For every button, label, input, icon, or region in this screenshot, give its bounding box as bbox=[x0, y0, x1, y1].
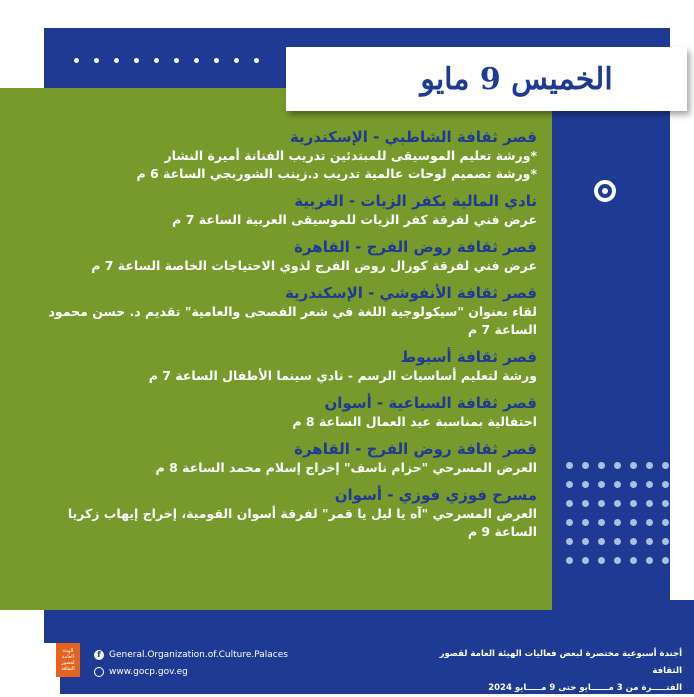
event-detail: العرض المسرحي "آه يا ليل يا قمر" لفرقة أسوان القومية، إخراج إيهاب زكريا bbox=[67, 506, 537, 521]
event-venue: نادي المالية بكفر الزيات - الغربية bbox=[294, 192, 537, 210]
event-item bbox=[12, 128, 537, 183]
decorative-dot-grid bbox=[566, 462, 671, 564]
event-item bbox=[12, 394, 537, 431]
event-venue: قصر ثقافة الأنفوشي - الإسكندرية bbox=[284, 284, 537, 302]
event-item bbox=[12, 440, 537, 477]
facebook-handle[interactable]: General.Organization.of.Culture.Palaces bbox=[109, 649, 288, 660]
event-item bbox=[12, 486, 537, 541]
footer-contact bbox=[94, 646, 288, 680]
event-detail: عرض فني لفرقة كورال روض الفرج لذوي الاحتياجات الخاصة الساعة 7 م bbox=[91, 258, 537, 273]
agenda-period: الفتـــــرة من 3 مــــــايو حتى 9 مـــــايو 2024 bbox=[488, 683, 682, 693]
event-detail: احتفالية بمناسبة عيد العمال الساعة 8 م bbox=[292, 414, 537, 429]
event-venue: قصر ثقافة السباعية - أسوان bbox=[324, 394, 537, 412]
logo-text: الهيئة العامة لقصور الثقافة bbox=[61, 648, 75, 672]
facebook-icon: f bbox=[94, 650, 104, 660]
website-row[interactable] bbox=[94, 663, 288, 680]
event-detail: عرض فني لفرقة كفر الزيات للموسيقى العربية الساعة 7 م bbox=[172, 212, 537, 227]
decorative-dots-row bbox=[74, 58, 259, 63]
ring-icon bbox=[594, 180, 616, 202]
event-item bbox=[12, 192, 537, 229]
event-venue: قصر ثقافة روض الفرج - القاهرة bbox=[294, 238, 537, 256]
agenda-title: أجندة أسبوعية مختصرة لبعض فعاليات الهيئة العامة لقصور الثقافة bbox=[439, 649, 682, 676]
organization-logo bbox=[56, 643, 80, 677]
event-venue: قصر ثقافة أسيوط bbox=[400, 348, 537, 366]
page-title: الخميس 9 مايو bbox=[420, 61, 613, 97]
event-detail: الساعة 7 م bbox=[467, 322, 537, 337]
event-venue: قصر ثقافة الشاطبي - الإسكندرية bbox=[289, 128, 537, 146]
event-detail: ورشة لتعليم أساسيات الرسم - نادي سينما الأطفال الساعة 7 م bbox=[148, 368, 537, 383]
facebook-row[interactable] bbox=[94, 646, 288, 663]
events-list bbox=[12, 128, 537, 550]
globe-icon bbox=[94, 667, 104, 677]
event-venue: مسرح فوزي فوزي - أسوان bbox=[334, 486, 537, 504]
event-detail: لقاء بعنوان "سيكولوجية اللغة في شعر الفصحى والعامية" تقديم د. حسن محمود bbox=[48, 304, 537, 319]
event-item bbox=[12, 284, 537, 339]
event-item bbox=[12, 238, 537, 275]
event-venue: قصر ثقافة روض الفرج - القاهرة bbox=[294, 440, 537, 458]
footer-agenda bbox=[424, 646, 682, 697]
event-item bbox=[12, 348, 537, 385]
event-detail: *ورشة تعليم الموسيقى للمبتدئين تدريب الفنانة أميرة النشار bbox=[164, 148, 537, 163]
event-detail: الساعة 9 م bbox=[467, 524, 537, 539]
event-detail: *ورشة تصميم لوحات عالمية تدريب د.زينب الشوربجي الساعة 6 م bbox=[136, 166, 537, 181]
website-link[interactable]: www.gocp.gov.eg bbox=[109, 666, 188, 677]
date-header-card bbox=[286, 47, 687, 111]
event-detail: العرض المسرحي "حزام ناسف" إخراج إسلام محمد الساعة 8 م bbox=[155, 460, 537, 475]
